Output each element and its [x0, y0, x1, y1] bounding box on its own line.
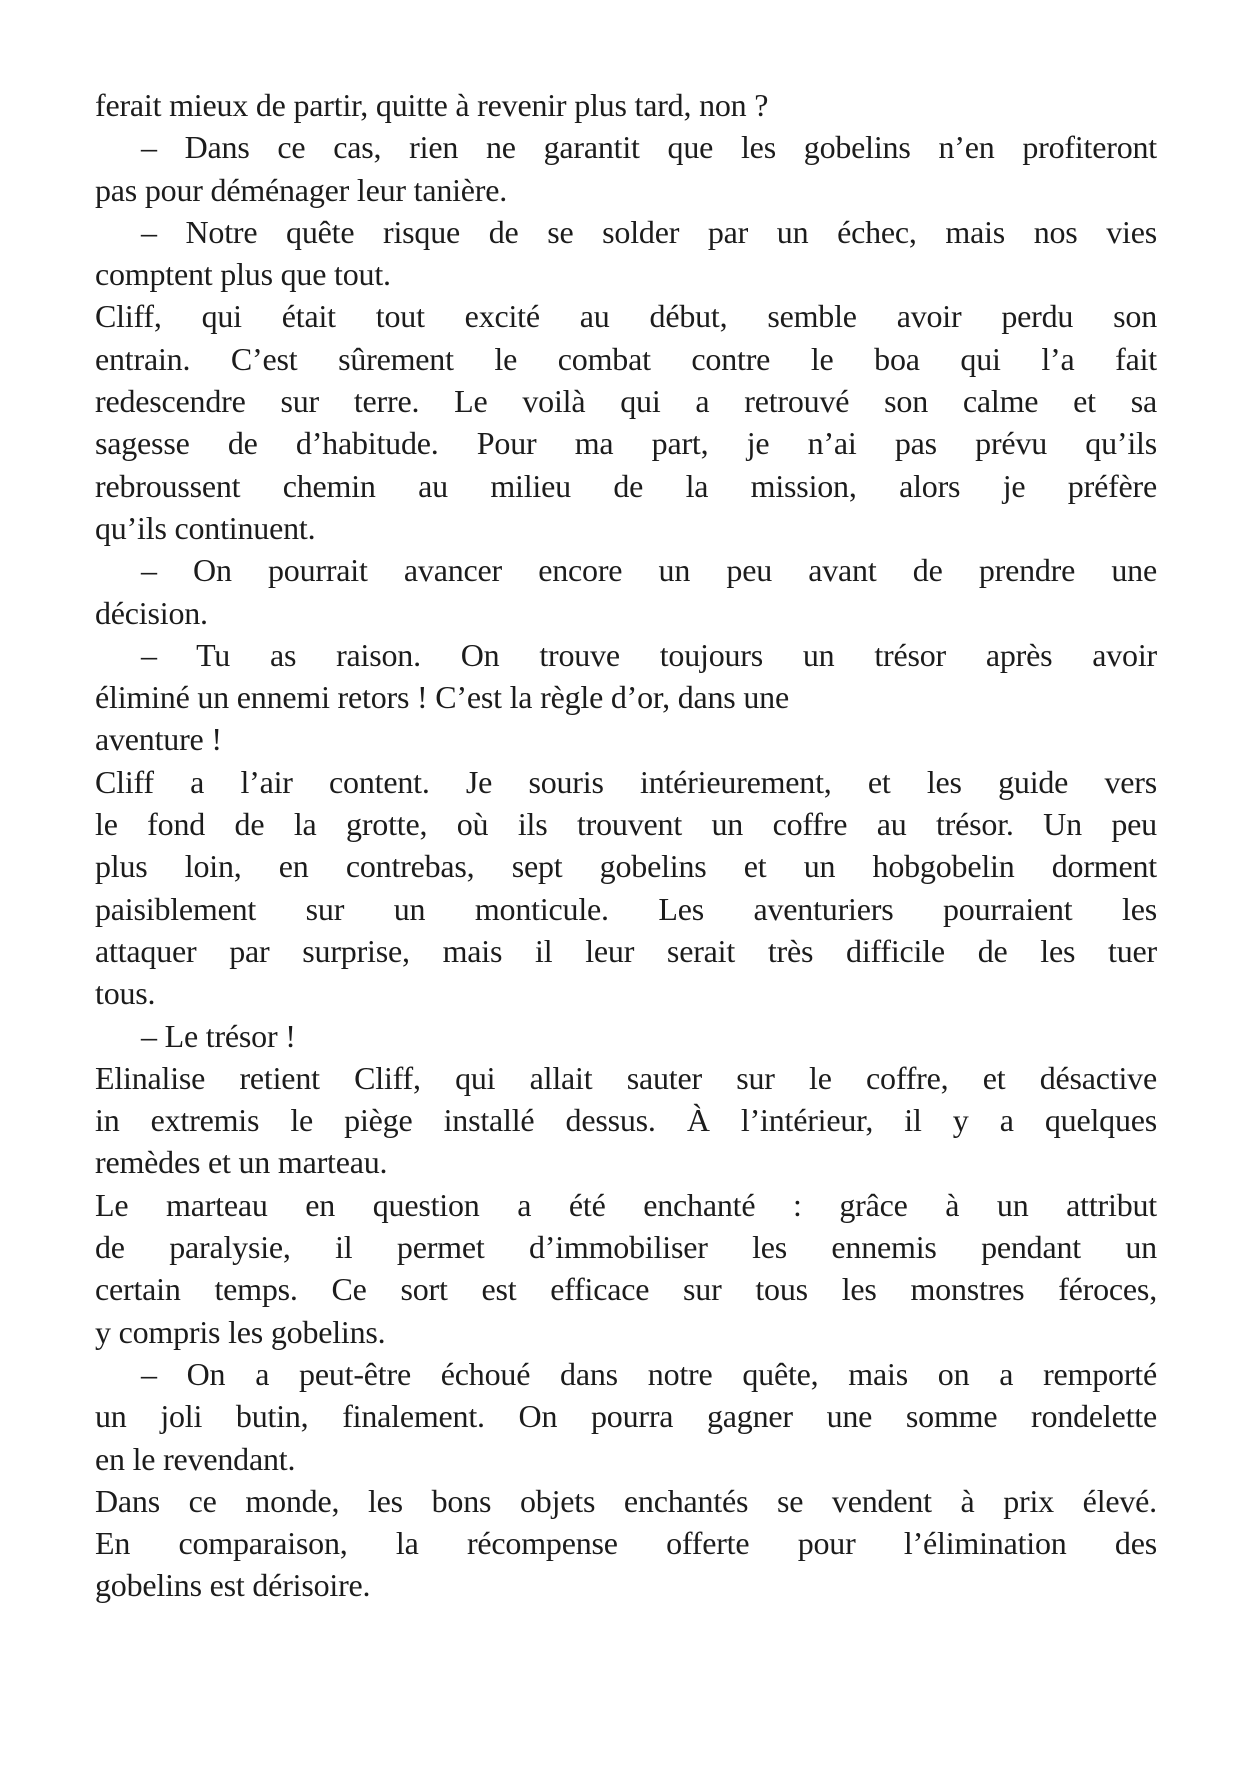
text-line: En comparaison, la récompense offerte pour l’élimination des: [95, 1525, 1157, 1562]
text-line: en le revendant.: [95, 1440, 296, 1477]
text-line: redescendre sur terre. Le voilà qui a retrouvé son calme et sa: [95, 383, 1157, 420]
text-line: Dans ce monde, les bons objets enchantés se vendent à prix élevé.: [95, 1482, 1157, 1519]
text-line: de paralysie, il permet d’immobiliser les ennemis pendant un: [95, 1229, 1157, 1266]
text-line: ferait mieux de partir, quitte à revenir plus tard, non ?: [95, 87, 769, 123]
text-line: sagesse de d’habitude. Pour ma part, je n’ai pas prévu qu’ils: [95, 425, 1157, 462]
text-line: attaquer par surprise, mais il leur serait très difficile de les tuer: [95, 932, 1157, 969]
text-line: Cliff a l’air content. Je souris intérieurement, et les guide vers: [95, 763, 1157, 800]
text-line: plus loin, en contrebas, sept gobelins et un hobgobelin dorment: [95, 848, 1157, 885]
text-line: y compris les gobelins.: [95, 1313, 386, 1350]
text-line: tous.: [95, 975, 156, 1012]
text-line: rebroussent chemin au milieu de la mission, alors je préfère: [95, 467, 1157, 504]
text-line: pas pour déménager leur tanière.: [95, 171, 508, 208]
text-line: remèdes et un marteau.: [95, 1144, 388, 1181]
text-line: aventure !: [95, 721, 222, 758]
text-line: Elinalise retient Cliff, qui allait sauter sur le coffre, et désactive: [95, 1059, 1157, 1096]
text-line: – Dans ce cas, rien ne garantit que les gobelins n’en profiteront: [141, 129, 1157, 166]
text-line: – Tu as raison. On trouve toujours un trésor après avoir: [141, 636, 1157, 673]
text-line: paisiblement sur un monticule. Les aventuriers pourraient les: [95, 890, 1157, 927]
text-line: – Le trésor !: [141, 1017, 296, 1054]
text-line: – On pourrait avancer encore un peu avant de prendre une: [141, 552, 1157, 589]
text-line: in extremis le piège installé dessus. À l’intérieur, il y a quelques: [95, 1102, 1157, 1139]
text-line: qu’ils continuent.: [95, 509, 316, 546]
text-line: éliminé un ennemi retors ! C’est la règle d’or, dans une: [95, 679, 789, 716]
text-line: gobelins est dérisoire.: [95, 1567, 371, 1604]
text-line: le fond de la grotte, où ils trouvent un coffre au trésor. Un peu: [95, 806, 1157, 843]
text-line: – On a peut-être échoué dans notre quête, mais on a remporté: [141, 1355, 1157, 1392]
text-line: Le marteau en question a été enchanté : grâce à un attribut: [95, 1186, 1157, 1223]
text-line: décision.: [95, 594, 208, 631]
text-line: Cliff, qui était tout excité au début, semble avoir perdu son: [95, 298, 1157, 335]
text-line: un joli butin, finalement. On pourra gagner une somme rondelette: [95, 1398, 1157, 1435]
text-line: – Notre quête risque de se solder par un échec, mais nos vies: [141, 213, 1157, 250]
text-line: certain temps. Ce sort est efficace sur tous les monstres féroces,: [95, 1271, 1157, 1308]
body-text: [95, 84, 1157, 1607]
text-line: entrain. C’est sûrement le combat contre le boa qui l’a fait: [95, 340, 1157, 377]
text-line: comptent plus que tout.: [95, 256, 391, 293]
